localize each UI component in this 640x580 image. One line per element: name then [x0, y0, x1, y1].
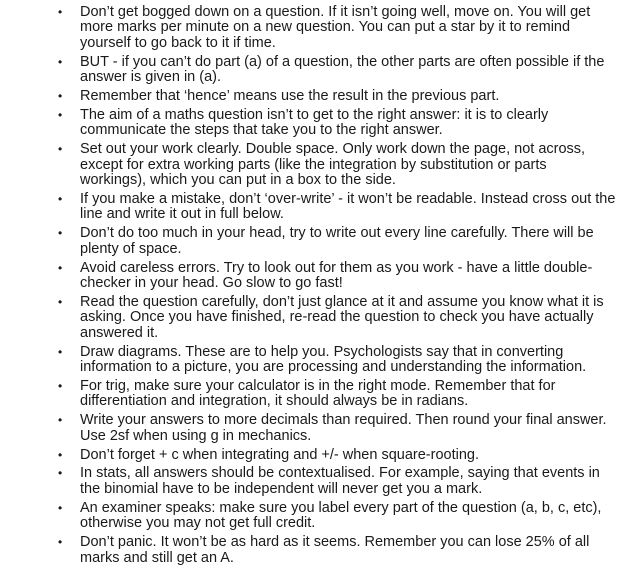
bullet-icon: •: [58, 54, 63, 69]
tip-text: BUT - if you can’t do part (a) of a question, the other parts are often possible if the answer is given in (a).: [80, 53, 605, 86]
bullet-icon: •: [58, 447, 63, 462]
bullet-icon: •: [58, 500, 63, 515]
list-item: [0, 55, 616, 86]
tip-text: The aim of a maths question isn’t to get to the right answer: it is to clearly communicate the steps that take you to the right answer.: [80, 106, 549, 139]
tip-text: For trig, make sure your calculator is in the right mode. Remember that for differentiation and integration, it should always be in radians.: [80, 377, 556, 410]
list-item: [0, 345, 616, 376]
bullet-icon: •: [58, 535, 63, 550]
list-item: [0, 413, 616, 444]
list-item: [0, 142, 616, 188]
list-item: [0, 295, 616, 341]
tip-text: Don’t do too much in your head, try to write out every line carefully. There will be plenty of space.: [80, 225, 594, 257]
bullet-icon: •: [58, 466, 63, 481]
tip-text: Write your answers to more decimals than required. Then round your final answer. Use 2sf when using g in mechanics.: [80, 412, 607, 444]
bullet-icon: •: [58, 226, 63, 241]
tip-text: Draw diagrams. These are to help you. Psychologists say that in converting information to a picture, you are processing and understanding the information.: [80, 343, 587, 376]
list-item: [0, 89, 616, 104]
bullet-icon: •: [58, 344, 63, 359]
tip-text: An examiner speaks: make sure you label every part of the question (a, b, c, etc), otherwise you may not get full credit.: [80, 499, 602, 532]
bullet-icon: •: [58, 378, 63, 393]
tip-text: Set out your work clearly. Double space. Only work down the page, not across, except for extra working parts (like the integration by substitution or parts workings), which you can put in a box to the side.: [80, 141, 586, 189]
list-item: [0, 108, 616, 139]
tip-text: Don’t panic. It won’t be as hard as it seems. Remember you can lose 25% of all marks and still get an A.: [80, 534, 590, 566]
exam-tips-list: [0, 5, 640, 569]
tip-text: Avoid careless errors. Try to look out for them as you work - have a little double-checker in your head. Go slow to go fast!: [80, 259, 593, 291]
bullet-icon: •: [58, 260, 63, 275]
tip-text: Don’t get bogged down on a question. If it isn’t going well, move on. You will get more marks per minute on a new question. You can put a star by it to remind yourself to go back to it if time.: [80, 4, 591, 51]
list-item: [0, 226, 616, 257]
list-item: [0, 379, 616, 410]
tip-text: In stats, all answers should be contextualised. For example, saying that events in the binomial have to be independent will never get you a mark.: [80, 465, 600, 497]
tip-text: Remember that ‘hence’ means use the result in the previous part.: [80, 88, 500, 105]
bullet-icon: •: [58, 89, 63, 104]
tip-text: If you make a mistake, don’t ‘over-write’ - it won’t be readable. Instead cross out the line and write it out in full below.: [80, 190, 616, 223]
bullet-icon: •: [58, 413, 63, 428]
bullet-icon: •: [58, 142, 63, 157]
bullet-icon: •: [58, 191, 63, 206]
tip-text: Don’t forget + c when integrating and +/- when square-rooting.: [80, 446, 479, 463]
list-item: [0, 501, 616, 532]
bullet-icon: •: [58, 5, 63, 19]
tip-text: Read the question carefully, don’t just glance at it and assume you know what it is asking. Once you have finished, re-read the question to check you have actually answered it.: [80, 293, 604, 341]
list-item: [0, 535, 616, 566]
list-item: [0, 5, 616, 51]
list-item: [0, 261, 616, 292]
list-item: [0, 448, 616, 463]
list-item: [0, 466, 616, 497]
bullet-icon: •: [58, 294, 63, 309]
bullet-icon: •: [58, 107, 63, 122]
list-item: [0, 192, 616, 223]
